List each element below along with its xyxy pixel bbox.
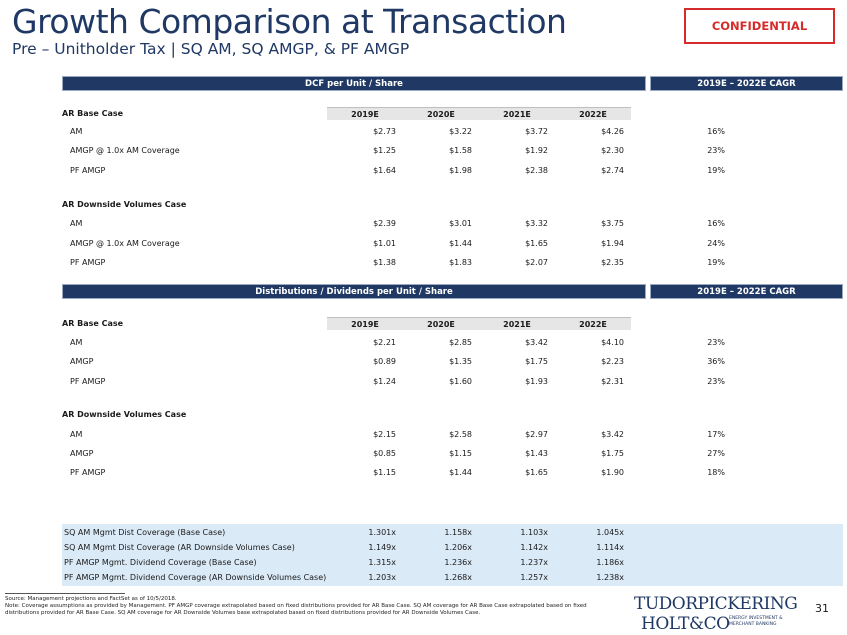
value-cell: $1.43 [525, 449, 548, 458]
value-cell: $0.85 [373, 449, 396, 458]
dcf-cagr-bar: 2019E – 2022E CAGR [650, 76, 843, 91]
value-cell: $3.42 [601, 430, 624, 439]
coverage-row [62, 541, 843, 555]
value-cell: $2.07 [525, 258, 548, 267]
coverage-value: 1.301x [368, 528, 396, 537]
source-note: Source: Management projections and FactSet as of 10/5/2018. [5, 596, 177, 602]
row-label: AMGP @ 1.0x AM Coverage [70, 239, 180, 248]
year-header: 2021E [479, 107, 555, 120]
tagline-line1: ENERGY INVESTMENT & [729, 616, 783, 621]
footnote-divider [5, 593, 125, 594]
value-cell: $4.26 [601, 127, 624, 136]
value-cell: $1.94 [601, 239, 624, 248]
page-number: 31 [815, 602, 829, 615]
value-cell: $2.35 [601, 258, 624, 267]
value-cell: $1.60 [449, 377, 472, 386]
value-cell: $3.42 [525, 338, 548, 347]
value-cell: $2.74 [601, 166, 624, 175]
firm-logo-line1: TUDORPICKERING [634, 594, 798, 614]
row-label: AMGP [70, 357, 94, 366]
year-header: 2019E [327, 107, 403, 120]
value-cell: $0.89 [373, 357, 396, 366]
cagr-cell: 18% [707, 468, 725, 477]
cagr-cell: 23% [707, 146, 725, 155]
value-cell: $1.75 [525, 357, 548, 366]
value-cell: $1.38 [373, 258, 396, 267]
coverage-value: 1.238x [596, 573, 624, 582]
coverage-label: PF AMGP Mgmt. Dividend Coverage (Base Case) [64, 558, 257, 567]
table-row [62, 217, 762, 230]
value-cell: $1.58 [449, 146, 472, 155]
table-row [62, 466, 762, 479]
dcf-base-header-row [62, 107, 762, 120]
row-label: AM [70, 338, 83, 347]
value-cell: $1.15 [373, 468, 396, 477]
year-header: 2020E [403, 317, 479, 330]
footnotes [5, 596, 610, 617]
table-row [62, 164, 762, 177]
value-cell: $2.58 [449, 430, 472, 439]
cagr-cell: 24% [707, 239, 725, 248]
firm-logo-tagline [729, 616, 789, 627]
value-cell: $3.75 [601, 219, 624, 228]
cagr-cell: 19% [707, 166, 725, 175]
dcf-downside-case-label: AR Downside Volumes Case [62, 200, 187, 209]
row-label: AMGP @ 1.0x AM Coverage [70, 146, 180, 155]
coverage-value: 1.149x [368, 543, 396, 552]
cagr-cell: 17% [707, 430, 725, 439]
coverage-row [62, 556, 843, 570]
value-cell: $1.98 [449, 166, 472, 175]
year-header: 2019E [327, 317, 403, 330]
value-cell: $1.65 [525, 239, 548, 248]
coverage-value: 1.142x [520, 543, 548, 552]
value-cell: $1.65 [525, 468, 548, 477]
table-row [62, 375, 762, 388]
coverage-label: PF AMGP Mgmt. Dividend Coverage (AR Downside Volumes Case) [64, 573, 327, 582]
value-cell: $1.64 [373, 166, 396, 175]
confidential-badge: CONFIDENTIAL [684, 8, 835, 44]
year-header: 2021E [479, 317, 555, 330]
value-cell: $1.75 [601, 449, 624, 458]
cagr-cell: 23% [707, 338, 725, 347]
table-row [62, 428, 762, 441]
row-label: PF AMGP [70, 258, 106, 267]
cagr-cell: 23% [707, 377, 725, 386]
firm-logo-line2: HOLT&CO [641, 614, 730, 634]
value-cell: $1.25 [373, 146, 396, 155]
coverage-value: 1.114x [596, 543, 624, 552]
dist-down-header-row [62, 408, 762, 421]
value-cell: $2.23 [601, 357, 624, 366]
year-header: 2022E [555, 317, 631, 330]
table-row [62, 256, 762, 269]
coverage-value: 1.257x [520, 573, 548, 582]
value-cell: $1.15 [449, 449, 472, 458]
value-cell: $3.22 [449, 127, 472, 136]
row-label: AMGP [70, 449, 94, 458]
value-cell: $1.44 [449, 468, 472, 477]
coverage-row [62, 526, 843, 540]
cagr-cell: 16% [707, 127, 725, 136]
value-cell: $2.30 [601, 146, 624, 155]
coverage-label: SQ AM Mgmt Dist Coverage (Base Case) [64, 528, 226, 537]
value-cell: $1.90 [601, 468, 624, 477]
value-cell: $2.38 [525, 166, 548, 175]
value-cell: $1.01 [373, 239, 396, 248]
dist-section-bar: Distributions / Dividends per Unit / Share [62, 284, 646, 299]
value-cell: $3.72 [525, 127, 548, 136]
row-label: AM [70, 127, 83, 136]
cagr-cell: 19% [707, 258, 725, 267]
value-cell: $2.39 [373, 219, 396, 228]
coverage-label: SQ AM Mgmt Dist Coverage (AR Downside Volumes Case) [64, 543, 295, 552]
value-cell: $4.10 [601, 338, 624, 347]
coverage-value: 1.158x [444, 528, 472, 537]
coverage-value: 1.203x [368, 573, 396, 582]
page-subtitle: Pre – Unitholder Tax | SQ AM, SQ AMGP, & PF AMGP [12, 40, 410, 58]
dcf-down-header-row [62, 198, 762, 211]
value-cell: $1.35 [449, 357, 472, 366]
value-cell: $2.31 [601, 377, 624, 386]
value-cell: $3.01 [449, 219, 472, 228]
table-row [62, 144, 762, 157]
coverage-value: 1.206x [444, 543, 472, 552]
coverage-value: 1.315x [368, 558, 396, 567]
coverage-value: 1.186x [596, 558, 624, 567]
row-label: PF AMGP [70, 468, 106, 477]
value-cell: $1.92 [525, 146, 548, 155]
value-cell: $2.15 [373, 430, 396, 439]
row-label: AM [70, 430, 83, 439]
row-label: PF AMGP [70, 377, 106, 386]
table-row [62, 355, 762, 368]
table-row [62, 336, 762, 349]
table-row [62, 125, 762, 138]
value-cell: $2.73 [373, 127, 396, 136]
value-cell: $1.93 [525, 377, 548, 386]
page-title: Growth Comparison at Transaction [12, 2, 567, 41]
value-cell: $2.85 [449, 338, 472, 347]
coverage-value: 1.268x [444, 573, 472, 582]
coverage-row [62, 571, 843, 585]
coverage-value: 1.103x [520, 528, 548, 537]
coverage-note: Note: Coverage assumptions as provided by Management. PF AMGP coverage extrapolated based on fixed distributions provided for AR Base Case. SQ AM coverage for AR Base Case extrapolated based on fixed distributions provided for AR Base Case. SQ AM coverage for AR Downside Volumes base extrapolated based on fixed distributions provided for AR Downside Volumes Case. [5, 603, 587, 616]
value-cell: $1.83 [449, 258, 472, 267]
coverage-value: 1.045x [596, 528, 624, 537]
value-cell: $1.24 [373, 377, 396, 386]
value-cell: $3.32 [525, 219, 548, 228]
coverage-value: 1.237x [520, 558, 548, 567]
value-cell: $2.97 [525, 430, 548, 439]
dcf-section-bar: DCF per Unit / Share [62, 76, 646, 91]
table-row [62, 237, 762, 250]
dist-base-header-row [62, 317, 762, 330]
year-header: 2022E [555, 107, 631, 120]
dcf-base-case-label: AR Base Case [62, 109, 124, 118]
tagline-line2: MERCHANT BANKING [729, 621, 777, 627]
value-cell: $2.21 [373, 338, 396, 347]
table-row [62, 447, 762, 460]
dist-base-case-label: AR Base Case [62, 319, 124, 328]
dist-downside-case-label: AR Downside Volumes Case [62, 410, 187, 419]
dist-cagr-bar: 2019E – 2022E CAGR [650, 284, 843, 299]
cagr-cell: 16% [707, 219, 725, 228]
coverage-value: 1.236x [444, 558, 472, 567]
coverage-table [62, 524, 843, 586]
row-label: PF AMGP [70, 166, 106, 175]
value-cell: $1.44 [449, 239, 472, 248]
row-label: AM [70, 219, 83, 228]
cagr-cell: 36% [707, 357, 725, 366]
year-header: 2020E [403, 107, 479, 120]
cagr-cell: 27% [707, 449, 725, 458]
